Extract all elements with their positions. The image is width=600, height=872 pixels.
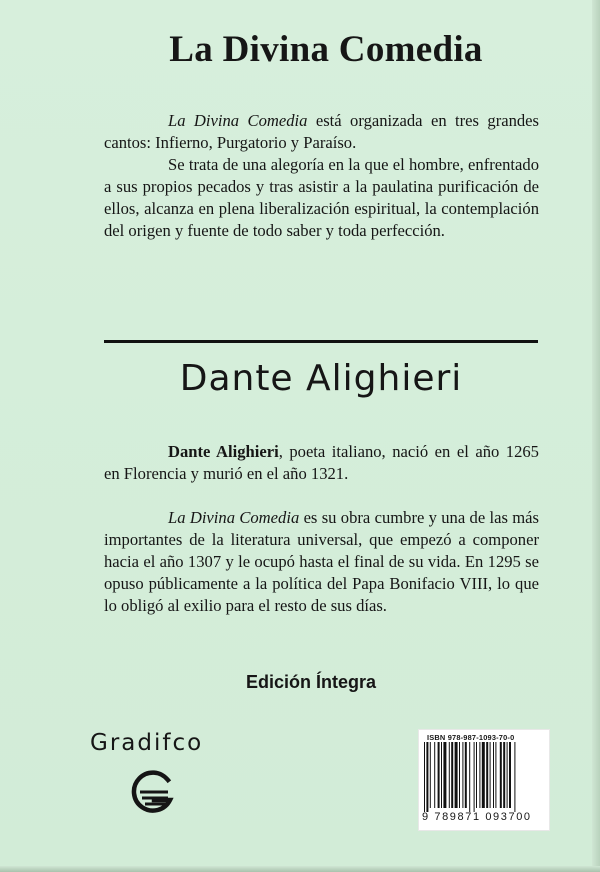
isbn-label: ISBN 978-987-1093-70-0 xyxy=(427,733,515,742)
bio-paragraph-1 xyxy=(104,441,539,485)
intro-paragraph-2-text: Se trata de una alegoría en la que el hombre, enfrentado a sus propios pecados y tras asistir a la paulatina purificación de ellos, alcanza en plena liberalización espiritual, la contemplación del origen y fuente de todo saber y toda perfección. xyxy=(104,155,539,240)
intro-paragraph-1 xyxy=(104,110,539,154)
bio-paragraph-2-text: es su obra cumbre y una de las más importantes de la literatura universal, que empezó a componer hacia el año 1307 y le ocupó hasta el final de su vida. En 1295 se opuso públicamente a la política del Papa Bonifacio VIII, lo que lo obligó al exilio para el resto de sus días. xyxy=(104,508,539,615)
bio-title-italic: La Divina Comedia xyxy=(168,508,300,527)
bio-paragraph-1-text: , poeta italiano, nació en el año 1265 en Florencia y murió en el año 1321. xyxy=(104,442,539,483)
book-title: La Divina Comedia xyxy=(169,29,483,70)
edition-label: Edición Íntegra xyxy=(246,672,377,692)
barcode-digits: 9 789871 093700 xyxy=(422,811,532,823)
intro-title-italic: La Divina Comedia xyxy=(168,111,308,130)
section-divider xyxy=(104,340,538,343)
intro-paragraph-2 xyxy=(104,154,539,242)
barcode-icon xyxy=(422,742,546,812)
publisher-name: Gradifco xyxy=(90,730,204,756)
author-heading: Dante Alighieri xyxy=(179,358,463,399)
gradifco-g-logo-icon xyxy=(128,770,176,818)
cover-edge-bottom xyxy=(0,866,600,872)
cover-edge-right xyxy=(592,0,600,872)
bio-paragraph-2 xyxy=(104,507,539,617)
bio-author-bold: Dante Alighieri xyxy=(168,442,279,461)
intro-paragraph-1-text: está organizada en tres grandes cantos: Infierno, Purgatorio y Paraíso. xyxy=(104,111,540,152)
